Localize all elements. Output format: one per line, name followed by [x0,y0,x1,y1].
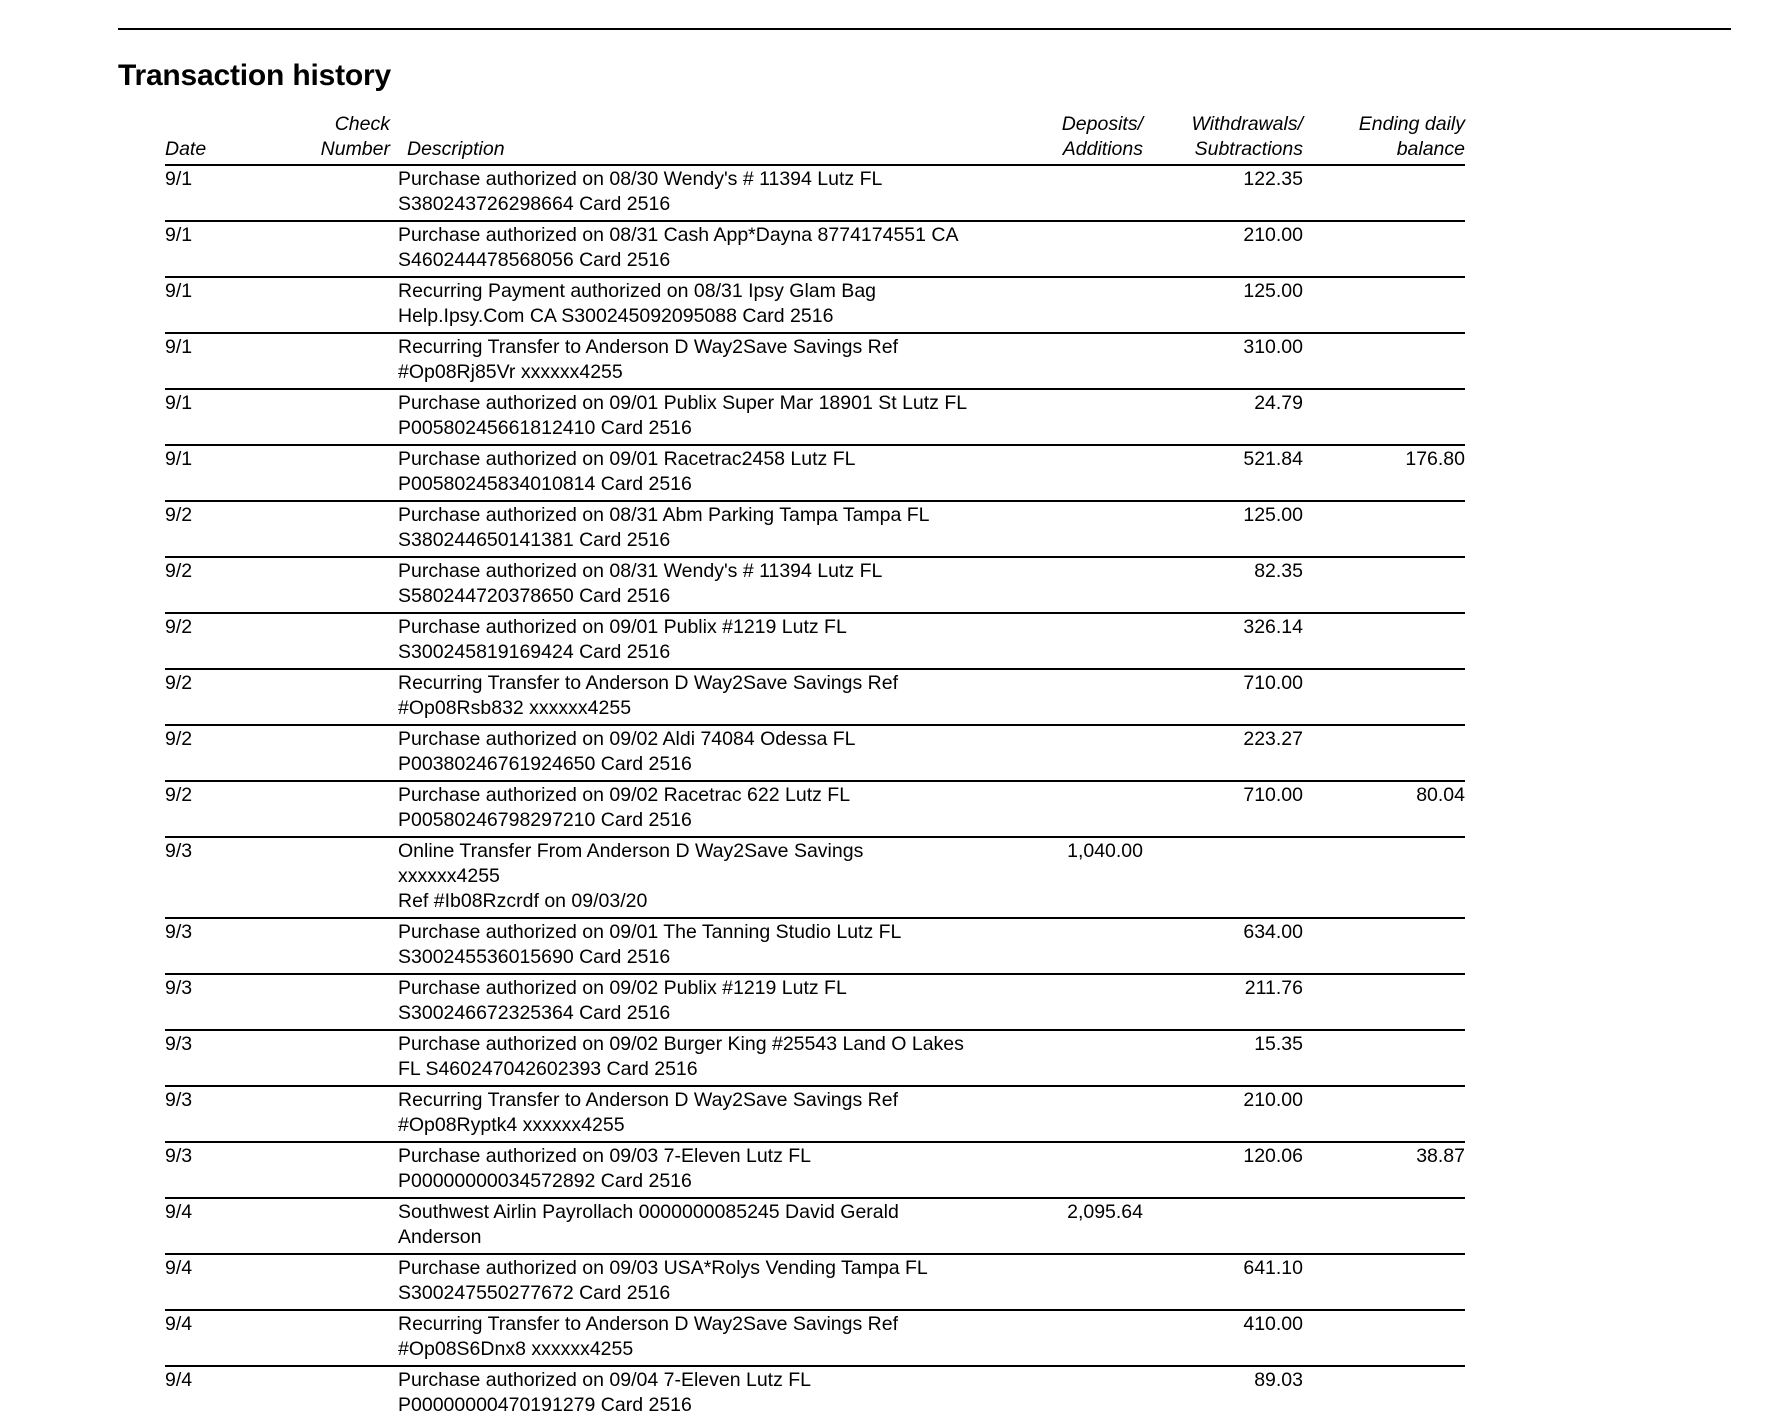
transaction-withdrawal: 210.00 [1243,1089,1303,1111]
cell-ending-balance [1303,918,1465,974]
cell-withdrawal-amount [1143,1142,1303,1198]
cell-date [165,1366,320,1421]
transaction-withdrawal: 120.06 [1243,1145,1303,1167]
table-header [165,112,1465,165]
cell-deposit-amount [968,974,1143,1030]
cell-withdrawal-amount [1143,613,1303,669]
cell-check-number [320,389,398,445]
cell-deposit-amount [968,165,1143,221]
cell-date [165,1086,320,1142]
cell-description [398,389,968,445]
transaction-withdrawal: 326.14 [1243,616,1303,638]
transaction-description-line1: Purchase authorized on 08/30 Wendy's # 11394 Lutz FL [398,168,883,190]
cell-ending-balance [1303,1142,1465,1198]
cell-withdrawal-amount [1143,669,1303,725]
transaction-ending-balance: 80.04 [1416,784,1465,806]
page-title: Transaction history [118,59,391,93]
transaction-date: 9/3 [165,1089,193,1111]
transaction-date: 9/4 [165,1369,193,1391]
cell-date [165,1254,320,1310]
transaction-date: 9/3 [165,1033,193,1055]
cell-withdrawal-amount [1143,781,1303,837]
transaction-withdrawal: 24.79 [1254,392,1303,414]
cell-ending-balance [1303,1198,1465,1254]
cell-check-number [320,1254,398,1310]
cell-date [165,781,320,837]
cell-check-number [320,669,398,725]
transaction-ending-balance: 38.87 [1416,1145,1465,1167]
table-row [165,974,1465,1030]
table-row [165,277,1465,333]
cell-description [398,501,968,557]
cell-description [398,165,968,221]
transaction-description-line1: Purchase authorized on 09/01 Racetrac2458 Lutz FL [398,448,856,470]
column-header-withdrawals [1143,112,1303,165]
cell-check-number [320,1366,398,1421]
table-header-row [165,112,1465,165]
transaction-date: 9/1 [165,448,193,470]
column-header-balance-line1: Ending daily [1358,113,1465,135]
cell-deposit-amount [968,837,1143,918]
transaction-date: 9/2 [165,616,193,638]
table-row [165,333,1465,389]
transaction-withdrawal: 521.84 [1243,448,1303,470]
cell-description [398,781,968,837]
transaction-withdrawal: 210.00 [1243,224,1303,246]
cell-deposit-amount [968,501,1143,557]
cell-check-number [320,165,398,221]
transaction-withdrawal: 211.76 [1244,977,1303,999]
cell-ending-balance [1303,1366,1465,1421]
transaction-withdrawal: 310.00 [1243,336,1303,358]
transaction-description-line2: S300245819169424 Card 2516 [398,641,671,663]
transaction-description-line2: #Op08Ryptk4 xxxxxx4255 [398,1114,625,1136]
cell-description [398,1198,968,1254]
cell-description [398,1366,968,1421]
table-row [165,1086,1465,1142]
transaction-description-line1: Purchase authorized on 09/03 USA*Rolys Vending Tampa FL [398,1257,928,1279]
cell-withdrawal-amount [1143,1254,1303,1310]
transaction-description-line1: Recurring Transfer to Anderson D Way2Save Savings Ref [398,672,899,694]
table-row [165,781,1465,837]
table-row [165,165,1465,221]
column-header-check-line2: Number [320,138,390,160]
cell-date [165,501,320,557]
cell-check-number [320,974,398,1030]
transaction-withdrawal: 710.00 [1243,784,1303,806]
column-header-date [165,112,320,165]
table-row [165,918,1465,974]
table-row [165,221,1465,277]
table-row [165,389,1465,445]
transaction-date: 9/3 [165,921,193,943]
transaction-description-line2: S580244720378650 Card 2516 [398,585,671,607]
cell-withdrawal-amount [1143,389,1303,445]
cell-deposit-amount [968,389,1143,445]
cell-deposit-amount [968,1310,1143,1366]
cell-check-number [320,333,398,389]
cell-deposit-amount [968,1366,1143,1421]
cell-date [165,221,320,277]
cell-ending-balance [1303,974,1465,1030]
column-header-description [398,112,968,165]
transaction-description-line1: Purchase authorized on 09/03 7-Eleven Lutz FL [398,1145,812,1167]
cell-description [398,918,968,974]
cell-description [398,277,968,333]
transaction-description-line2: P00000000034572892 Card 2516 [398,1170,692,1192]
transaction-description-line1: Purchase authorized on 09/04 7-Eleven Lutz FL [398,1369,812,1391]
cell-check-number [320,725,398,781]
transaction-description-line2: #Op08S6Dnx8 xxxxxx4255 [398,1338,634,1360]
cell-withdrawal-amount [1143,1310,1303,1366]
cell-description [398,221,968,277]
cell-check-number [320,837,398,918]
transaction-date: 9/4 [165,1257,193,1279]
transaction-withdrawal: 89.03 [1254,1369,1303,1391]
column-header-ending-balance [1303,112,1465,165]
transaction-withdrawal: 710.00 [1243,672,1303,694]
cell-description [398,333,968,389]
cell-ending-balance [1303,445,1465,501]
transaction-description-line1: Purchase authorized on 09/01 Publix #1219 Lutz FL [398,616,847,638]
transaction-withdrawal: 641.10 [1243,1257,1303,1279]
header-divider [118,28,1731,30]
table-row [165,1198,1465,1254]
transaction-description-line2: S300247550277672 Card 2516 [398,1282,671,1304]
cell-check-number [320,918,398,974]
cell-deposit-amount [968,918,1143,974]
transaction-description-line1: Purchase authorized on 08/31 Wendy's # 11394 Lutz FL [398,560,883,582]
cell-check-number [320,781,398,837]
transaction-description-line2: P00580245661812410 Card 2516 [398,417,692,439]
transaction-withdrawal: 125.00 [1243,280,1303,302]
cell-date [165,333,320,389]
cell-ending-balance [1303,725,1465,781]
transaction-description-line1: Recurring Transfer to Anderson D Way2Save Savings Ref [398,1313,899,1335]
cell-withdrawal-amount [1143,1030,1303,1086]
transaction-date: 9/3 [165,1145,193,1167]
transaction-date: 9/1 [165,392,193,414]
cell-description [398,725,968,781]
cell-ending-balance [1303,557,1465,613]
column-header-check-line1: Check [334,113,390,135]
transaction-description-line2: S380243726298664 Card 2516 [398,193,671,215]
cell-date [165,725,320,781]
transaction-withdrawal: 410.00 [1243,1313,1303,1335]
cell-description [398,1142,968,1198]
cell-date [165,445,320,501]
transaction-ending-balance: 176.80 [1405,448,1465,470]
cell-check-number [320,1310,398,1366]
cell-deposit-amount [968,1030,1143,1086]
transaction-withdrawal: 223.27 [1243,728,1303,750]
transaction-description-line1: Southwest Airlin Payrollach 0000000085245 David Gerald [398,1201,899,1223]
transaction-description-line2: P00580245834010814 Card 2516 [398,473,692,495]
transaction-date: 9/1 [165,224,193,246]
cell-ending-balance [1303,613,1465,669]
table-row [165,1030,1465,1086]
cell-withdrawal-amount [1143,501,1303,557]
transaction-description-line1: Purchase authorized on 09/02 Publix #1219 Lutz FL [398,977,847,999]
cell-description [398,669,968,725]
cell-check-number [320,1198,398,1254]
cell-withdrawal-amount [1143,1366,1303,1421]
cell-description [398,445,968,501]
transaction-date: 9/2 [165,784,193,806]
transaction-description-line2: FL S460247042602393 Card 2516 [398,1058,698,1080]
table-row [165,445,1465,501]
cell-withdrawal-amount [1143,445,1303,501]
column-header-date-line2: Date [165,138,207,160]
transaction-date: 9/4 [165,1313,193,1335]
cell-check-number [320,557,398,613]
column-header-description-line2: Description [407,138,505,160]
cell-ending-balance [1303,1310,1465,1366]
transaction-description-line1: Purchase authorized on 08/31 Abm Parking Tampa Tampa FL [398,504,930,526]
transaction-withdrawal: 125.00 [1243,504,1303,526]
table-row [165,501,1465,557]
transaction-description-line1: Purchase authorized on 09/01 Publix Super Mar 18901 St Lutz FL [398,392,968,414]
cell-withdrawal-amount [1143,557,1303,613]
cell-date [165,613,320,669]
cell-date [165,557,320,613]
transaction-description-line2: P00380246761924650 Card 2516 [398,753,692,775]
cell-date [165,1030,320,1086]
cell-date [165,1198,320,1254]
transaction-description-line1: Purchase authorized on 09/01 The Tanning Studio Lutz FL [398,921,902,943]
cell-ending-balance [1303,781,1465,837]
transaction-description-line2: S300246672325364 Card 2516 [398,1002,671,1024]
cell-check-number [320,1086,398,1142]
table-body [165,165,1465,1421]
cell-deposit-amount [968,445,1143,501]
cell-check-number [320,501,398,557]
cell-withdrawal-amount [1143,974,1303,1030]
table-row [165,1366,1465,1421]
cell-description [398,1086,968,1142]
cell-ending-balance [1303,1254,1465,1310]
column-header-deposits [968,112,1143,165]
cell-withdrawal-amount [1143,221,1303,277]
transaction-description-line1: Recurring Payment authorized on 08/31 Ipsy Glam Bag [398,280,877,302]
cell-withdrawal-amount [1143,165,1303,221]
transaction-description-line2: S300245536015690 Card 2516 [398,946,671,968]
cell-check-number [320,221,398,277]
cell-ending-balance [1303,1086,1465,1142]
transaction-date: 9/2 [165,560,193,582]
table-row [165,669,1465,725]
cell-date [165,1142,320,1198]
transaction-description-line1: Online Transfer From Anderson D Way2Save Savings xxxxxx4255 [398,840,864,887]
transaction-description-line2: #Op08Rsb832 xxxxxx4255 [398,697,632,719]
table-row [165,725,1465,781]
transaction-history-table [165,112,1465,1421]
cell-deposit-amount [968,613,1143,669]
cell-date [165,837,320,918]
column-header-check-number [320,112,398,165]
transaction-description-line1: Purchase authorized on 08/31 Cash App*Dayna 8774174551 CA [398,224,959,246]
cell-ending-balance [1303,333,1465,389]
cell-date [165,918,320,974]
cell-deposit-amount [968,557,1143,613]
column-header-deposits-line1: Deposits/ [1061,113,1143,135]
transaction-deposit: 1,040.00 [1067,840,1143,862]
cell-withdrawal-amount [1143,918,1303,974]
cell-withdrawal-amount [1143,1198,1303,1254]
cell-check-number [320,445,398,501]
cell-withdrawal-amount [1143,1086,1303,1142]
table-row [165,557,1465,613]
cell-ending-balance [1303,501,1465,557]
transaction-date: 9/2 [165,504,193,526]
cell-deposit-amount [968,277,1143,333]
transaction-date: 9/2 [165,728,193,750]
transaction-description-line2: S460244478568056 Card 2516 [398,249,671,271]
transaction-withdrawal: 15.35 [1254,1033,1303,1055]
cell-date [165,389,320,445]
column-header-withdrawals-line1: Withdrawals/ [1191,113,1303,135]
transaction-description-line2: #Op08Rj85Vr xxxxxx4255 [398,361,623,383]
cell-deposit-amount [968,781,1143,837]
cell-ending-balance [1303,669,1465,725]
cell-check-number [320,277,398,333]
cell-ending-balance [1303,277,1465,333]
cell-deposit-amount [968,333,1143,389]
transaction-date: 9/1 [165,280,193,302]
cell-ending-balance [1303,389,1465,445]
table-row [165,1254,1465,1310]
transaction-description-line1: Purchase authorized on 09/02 Burger King #25543 Land O Lakes [398,1033,964,1055]
cell-deposit-amount [968,669,1143,725]
cell-description [398,974,968,1030]
cell-deposit-amount [968,1254,1143,1310]
transaction-date: 9/1 [165,336,193,358]
transaction-date: 9/1 [165,168,193,190]
cell-date [165,669,320,725]
transaction-description-line2: P00580246798297210 Card 2516 [398,809,692,831]
transaction-description-line2: P00000000470191279 Card 2516 [398,1394,692,1416]
transaction-withdrawal: 122.35 [1243,168,1303,190]
transaction-description-line2: Help.Ipsy.Com CA S300245092095088 Card 2516 [398,305,834,327]
transaction-date: 9/4 [165,1201,193,1223]
cell-description [398,1254,968,1310]
transaction-description-line1: Recurring Transfer to Anderson D Way2Save Savings Ref [398,1089,899,1111]
cell-description [398,613,968,669]
cell-date [165,277,320,333]
cell-deposit-amount [968,725,1143,781]
cell-withdrawal-amount [1143,333,1303,389]
transaction-description-line2: Anderson [398,1226,482,1248]
cell-check-number [320,1030,398,1086]
transaction-description-line1: Purchase authorized on 09/02 Racetrac 622 Lutz FL [398,784,851,806]
column-header-withdrawals-line2: Subtractions [1194,138,1303,160]
table-row [165,1310,1465,1366]
cell-ending-balance [1303,1030,1465,1086]
cell-deposit-amount [968,221,1143,277]
column-header-balance-line2: balance [1396,138,1465,160]
transaction-description-line1: Purchase authorized on 09/02 Aldi 74084 Odessa FL [398,728,856,750]
cell-ending-balance [1303,165,1465,221]
cell-ending-balance [1303,221,1465,277]
table-row [165,613,1465,669]
cell-check-number [320,613,398,669]
transaction-date: 9/3 [165,977,193,999]
cell-deposit-amount [968,1142,1143,1198]
column-header-deposits-line2: Additions [1062,138,1143,160]
table-row [165,1142,1465,1198]
transaction-description-line1: Recurring Transfer to Anderson D Way2Save Savings Ref [398,336,899,358]
table-row [165,837,1465,918]
cell-date [165,974,320,1030]
cell-description [398,1030,968,1086]
transaction-date: 9/2 [165,672,193,694]
cell-date [165,1310,320,1366]
cell-description [398,1310,968,1366]
cell-description [398,837,968,918]
transaction-date: 9/3 [165,840,193,862]
transaction-deposit: 2,095.64 [1067,1201,1143,1223]
cell-deposit-amount [968,1086,1143,1142]
cell-withdrawal-amount [1143,725,1303,781]
cell-date [165,165,320,221]
transaction-withdrawal: 634.00 [1243,921,1303,943]
transaction-withdrawal: 82.35 [1254,560,1303,582]
cell-withdrawal-amount [1143,277,1303,333]
cell-deposit-amount [968,1198,1143,1254]
cell-check-number [320,1142,398,1198]
cell-ending-balance [1303,837,1465,918]
transaction-description-line2: Ref #Ib08Rzcrdf on 09/03/20 [398,890,648,912]
cell-withdrawal-amount [1143,837,1303,918]
cell-description [398,557,968,613]
transaction-description-line2: S380244650141381 Card 2516 [398,529,671,551]
